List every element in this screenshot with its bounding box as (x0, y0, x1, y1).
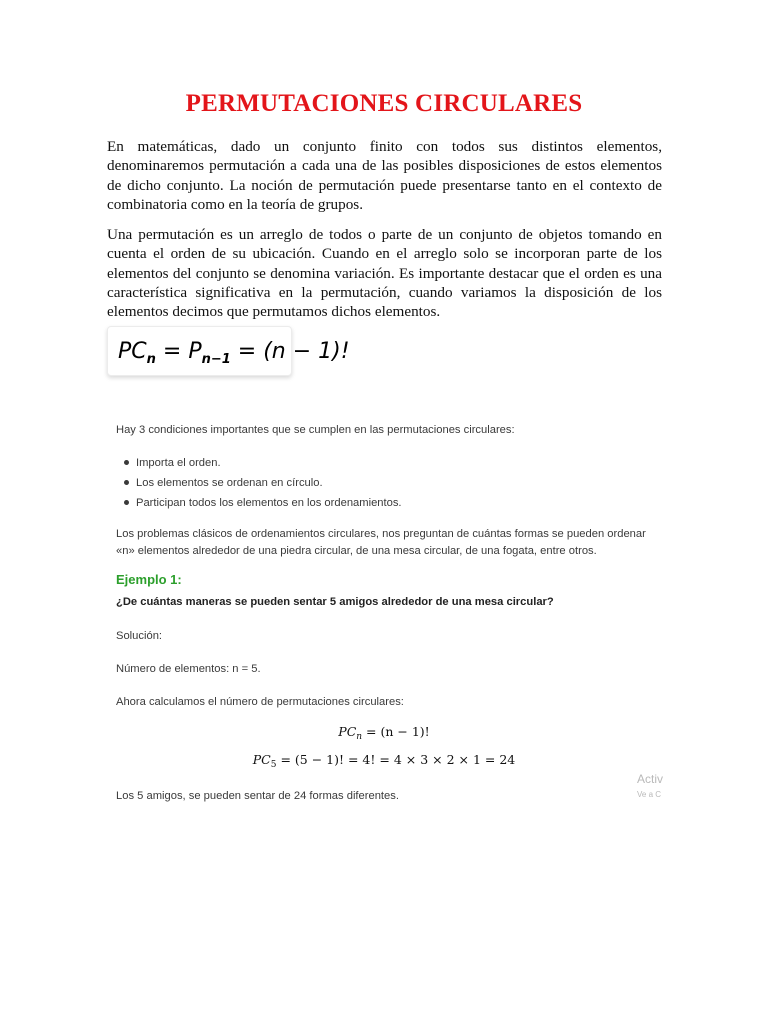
math-formula-general (0, 724, 768, 742)
bullet-dot-icon (124, 480, 129, 485)
condition-item (116, 456, 402, 476)
solution-label: Solución: (116, 630, 163, 642)
condition-text: Los elementos se ordenan en círculo. (136, 477, 323, 489)
math2-sub: 5 (270, 760, 277, 770)
math1-lhs: PC (338, 724, 357, 739)
elements-count: Número de elementos: n = 5. (116, 663, 261, 675)
conditions-list (116, 456, 402, 516)
math1-rhs: = (n − 1)! (362, 724, 430, 739)
definition-paragraph: Una permutación es un arreglo de todos o parte de un conjunto de objetos tomando en cuenta el orden de su ubicación. Cuando en el arreglo solo se incorporan parte de los elementos del conjunto se denomina variación. Es importante destacar que el orden es una característica significativa en la permutación, cuando variamos la disposición de los elementos decimos que permutamos dichos elementos. (107, 226, 662, 321)
condition-text: Importa el orden. (136, 457, 221, 469)
example-title: Ejemplo 1: (116, 572, 182, 587)
bullet-dot-icon (124, 460, 129, 465)
math2-lhs: PC (252, 752, 271, 767)
page-title: PERMUTACIONES CIRCULARES (185, 90, 583, 117)
problems-paragraph: Los problemas clásicos de ordenamientos circulares, nos preguntan de cuántas formas se pueden ordenar «n» elementos alrededor de una piedra circular, de una mesa circular, de una fogata, entre otros. (116, 528, 646, 557)
formula-eq1: = P (155, 339, 202, 364)
watermark-main: Activ (637, 772, 664, 786)
conclusion-text: Los 5 amigos, se pueden sentar de 24 formas diferentes. (116, 790, 399, 802)
example-question: ¿De cuántas maneras se pueden sentar 5 amigos alrededor de una mesa circular? (116, 596, 554, 608)
formula-lhs-sub: n (146, 352, 156, 367)
formula-lhs: PC (118, 339, 147, 364)
math1-sub: n (356, 732, 363, 742)
math-formula-result (0, 752, 768, 770)
formula-rhs: = (n − 1)! (230, 339, 350, 364)
intro-paragraph: En matemáticas, dado un conjunto finito con todos sus distintos elementos, denominaremos permutación a cada una de las posibles disposiciones de estos elementos de dicho conjunto. La noción de permutación puede presentarse tanto en el contexto de combinatoria como en la teoría de grupos. (107, 138, 662, 213)
calc-intro: Ahora calculamos el número de permutaciones circulares: (116, 696, 404, 708)
condition-item (116, 476, 402, 496)
formula-box (107, 326, 350, 376)
watermark-sub: Ve a C (637, 790, 662, 799)
bullet-dot-icon (124, 500, 129, 505)
math2-rhs: = (5 − 1)! = 4! = 4 × 3 × 2 × 1 = 24 (276, 752, 516, 767)
formula-p-sub: n−1 (201, 352, 231, 367)
condition-item (116, 496, 402, 516)
activation-watermark (637, 772, 663, 802)
condition-text: Participan todos los elementos en los ordenamientos. (136, 497, 402, 509)
conditions-intro: Hay 3 condiciones importantes que se cumplen en las permutaciones circulares: (116, 424, 515, 436)
